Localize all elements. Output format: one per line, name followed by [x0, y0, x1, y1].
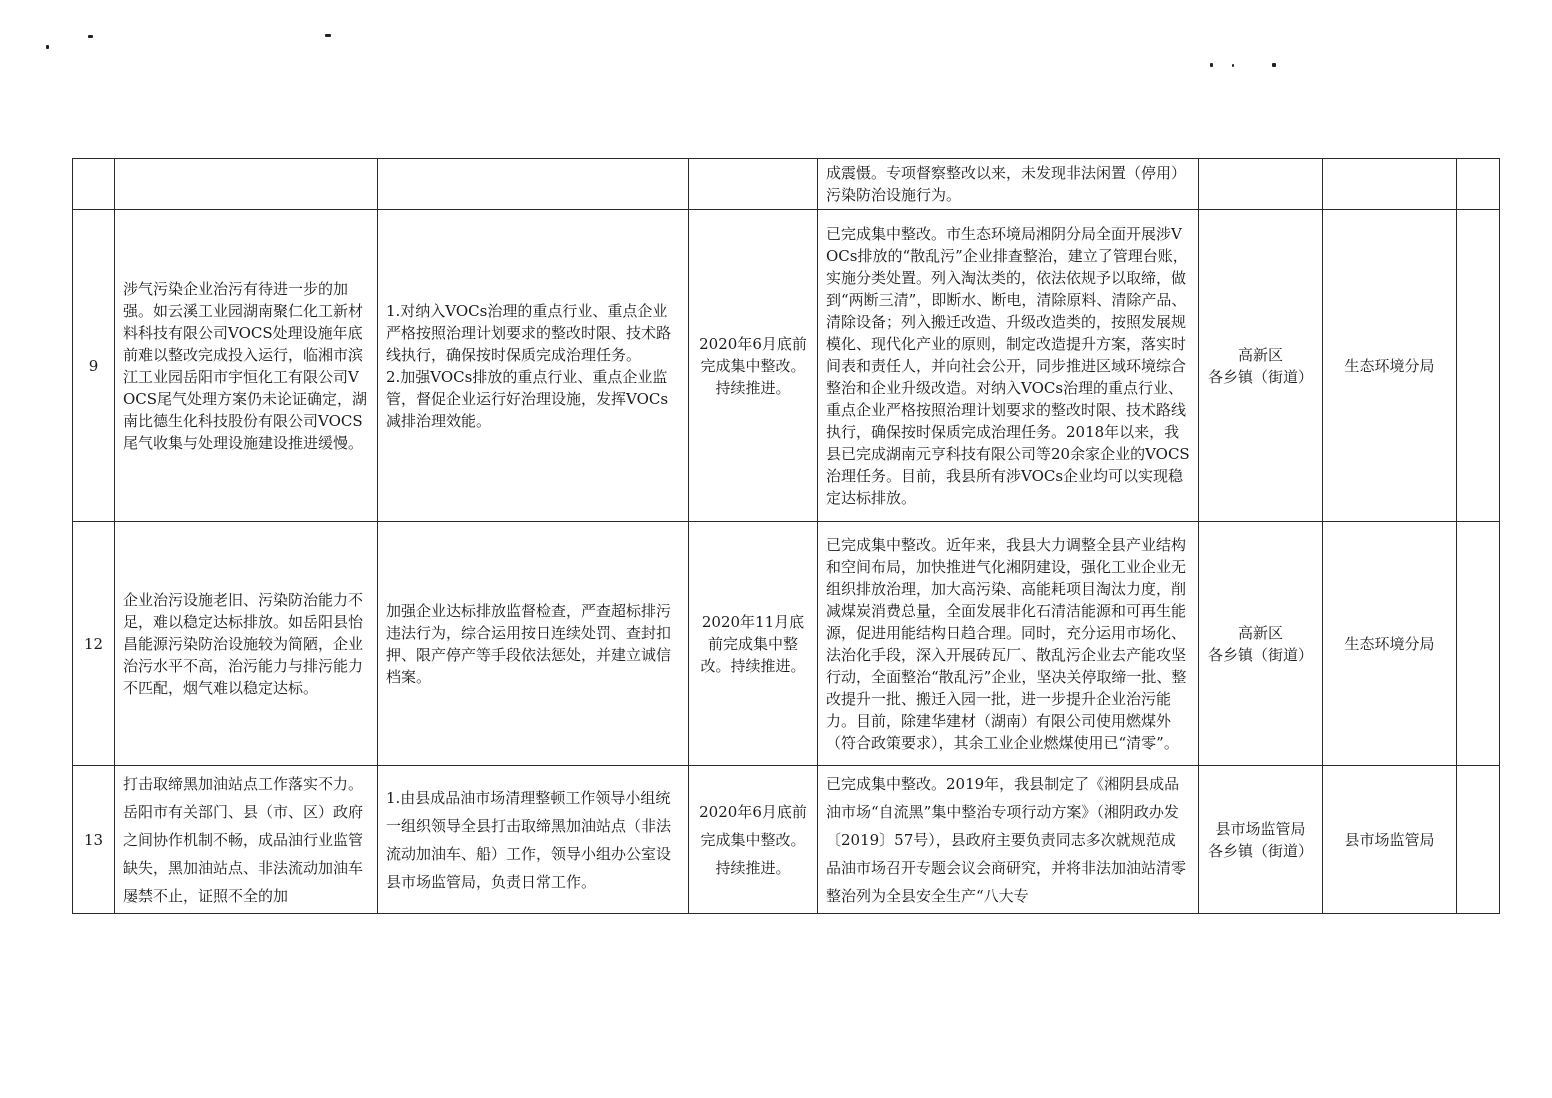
note-cell	[1457, 522, 1500, 766]
progress-cell: 已完成集中整改。市生态环境局湘阴分局全面开展涉VOCs排放的“散乱污”企业排查整治，建立了管理台账，实施分类处置。列入淘汰类的，依法依规予以取缔，做到“两断三清”，即断水、断电，清除原料、清除产品、清除设备；列入搬迁改造、升级改造类的，按照发展规模化、现代化产业的原则，制定改造提升方案，落实时间表和责任人，并向社会公开，同步推进区域环境综合整治和企业升级改造。对纳入VOCs治理的重点行业、重点企业严格按照治理计划要求的整改时限、技术路线执行，确保按时保质完成治理任务。2018年以来，我县已完成湖南元亨科技有限公司等20余家企业的VOCS治理任务。目前，我县所有涉VOCs企业均可以实现稳定达标排放。	[818, 210, 1199, 522]
scan-mark	[1210, 63, 1213, 67]
measures-cell	[378, 159, 689, 210]
problem-cell: 打击取缔黑加油站点工作落实不力。岳阳市有关部门、县（市、区）政府之间协作机制不畅，成品油行业监管缺失，黑加油站点、非法流动加油车屡禁不止，证照不全的加	[115, 766, 378, 914]
row-number: 13	[73, 766, 115, 914]
measures-cell: 加强企业达标排放监督检查，严查超标排污违法行为，综合运用按日连续处罚、查封扣押、限产停产等手段依法惩处，并建立诚信档案。	[378, 522, 689, 766]
lead-unit-cell: 县市场监管局	[1323, 766, 1457, 914]
lead-unit-cell: 生态环境分局	[1323, 210, 1457, 522]
scan-mark	[1232, 64, 1234, 67]
responsible-unit-cell: 县市场监管局 各乡镇（街道）	[1199, 766, 1323, 914]
measures-cell: 1.由县成品油市场清理整顿工作领导小组统一组织领导全县打击取缔黑加油站点（非法流动加油车、船）工作，领导小组办公室设县市场监管局，负责日常工作。	[378, 766, 689, 914]
deadline-cell: 2020年6月底前完成集中整改。持续推进。	[689, 210, 818, 522]
row-number: 12	[73, 522, 115, 766]
measures-cell: 1.对纳入VOCs治理的重点行业、重点企业严格按照治理计划要求的整改时限、技术路线执行，确保按时保质完成治理任务。 2.加强VOCs排放的重点行业、重点企业监管，督促企业运行好治理设施，发挥VOCs减排治理效能。	[378, 210, 689, 522]
table-row	[73, 522, 1500, 766]
scan-mark	[46, 45, 49, 49]
deadline-cell: 2020年6月底前完成集中整改。持续推进。	[689, 766, 818, 914]
responsible-unit-cell: 高新区 各乡镇（街道）	[1199, 522, 1323, 766]
problem-cell	[115, 159, 378, 210]
progress-cell: 已完成集中整改。2019年，我县制定了《湘阴县成品油市场“自流黑”集中整治专项行动方案》（湘阴政办发〔2019〕57号），县政府主要负责同志多次就规范成品油市场召开专题会议会商研究，并将非法加油站清零整治列为全县安全生产“八大专	[818, 766, 1199, 914]
row-number: 9	[73, 210, 115, 522]
scan-mark	[88, 35, 93, 38]
lead-unit-cell: 生态环境分局	[1323, 522, 1457, 766]
note-cell	[1457, 159, 1500, 210]
scan-mark	[325, 34, 331, 37]
responsible-unit-cell: 高新区 各乡镇（街道）	[1199, 210, 1323, 522]
rectification-table	[72, 158, 1500, 914]
responsible-unit-cell	[1199, 159, 1323, 210]
progress-cell: 成震慑。专项督察整改以来，未发现非法闲置（停用）污染防治设施行为。	[818, 159, 1199, 210]
note-cell	[1457, 210, 1500, 522]
deadline-cell: 2020年11月底前完成集中整改。持续推进。	[689, 522, 818, 766]
note-cell	[1457, 766, 1500, 914]
problem-cell: 涉气污染企业治污有待进一步的加强。如云溪工业园湖南聚仁化工新材料科技有限公司VOCS处理设施年底前难以整改完成投入运行，临湘市滨江工业园岳阳市宇恒化工有限公司VOCS尾气处理方案仍未论证确定，湖南比德生化科技股份有限公司VOCS尾气收集与处理设施建设推进缓慢。	[115, 210, 378, 522]
table-row	[73, 766, 1500, 914]
problem-cell: 企业治污设施老旧、污染防治能力不足，难以稳定达标排放。如岳阳县怡昌能源污染防治设施较为简陋，企业治污水平不高，治污能力与排污能力不匹配，烟气难以稳定达标。	[115, 522, 378, 766]
table-row	[73, 159, 1500, 210]
scan-mark	[1272, 63, 1276, 67]
table-row	[73, 210, 1500, 522]
deadline-cell	[689, 159, 818, 210]
progress-cell: 已完成集中整改。近年来，我县大力调整全县产业结构和空间布局，加快推进气化湘阴建设，强化工业企业无组织排放治理，加大高污染、高能耗项目淘汰力度，削减煤炭消费总量，全面发展非化石清洁能源和可再生能源，促进用能结构日趋合理。同时，充分运用市场化、法治化手段，深入开展砖瓦厂、散乱污企业去产能攻坚行动，全面整治“散乱污”企业，坚决关停取缔一批、整改提升一批、搬迁入园一批，进一步提升企业治污能力。目前，除建华建材（湖南）有限公司使用燃煤外（符合政策要求），其余工业企业燃煤使用已“清零”。	[818, 522, 1199, 766]
lead-unit-cell	[1323, 159, 1457, 210]
row-number	[73, 159, 115, 210]
